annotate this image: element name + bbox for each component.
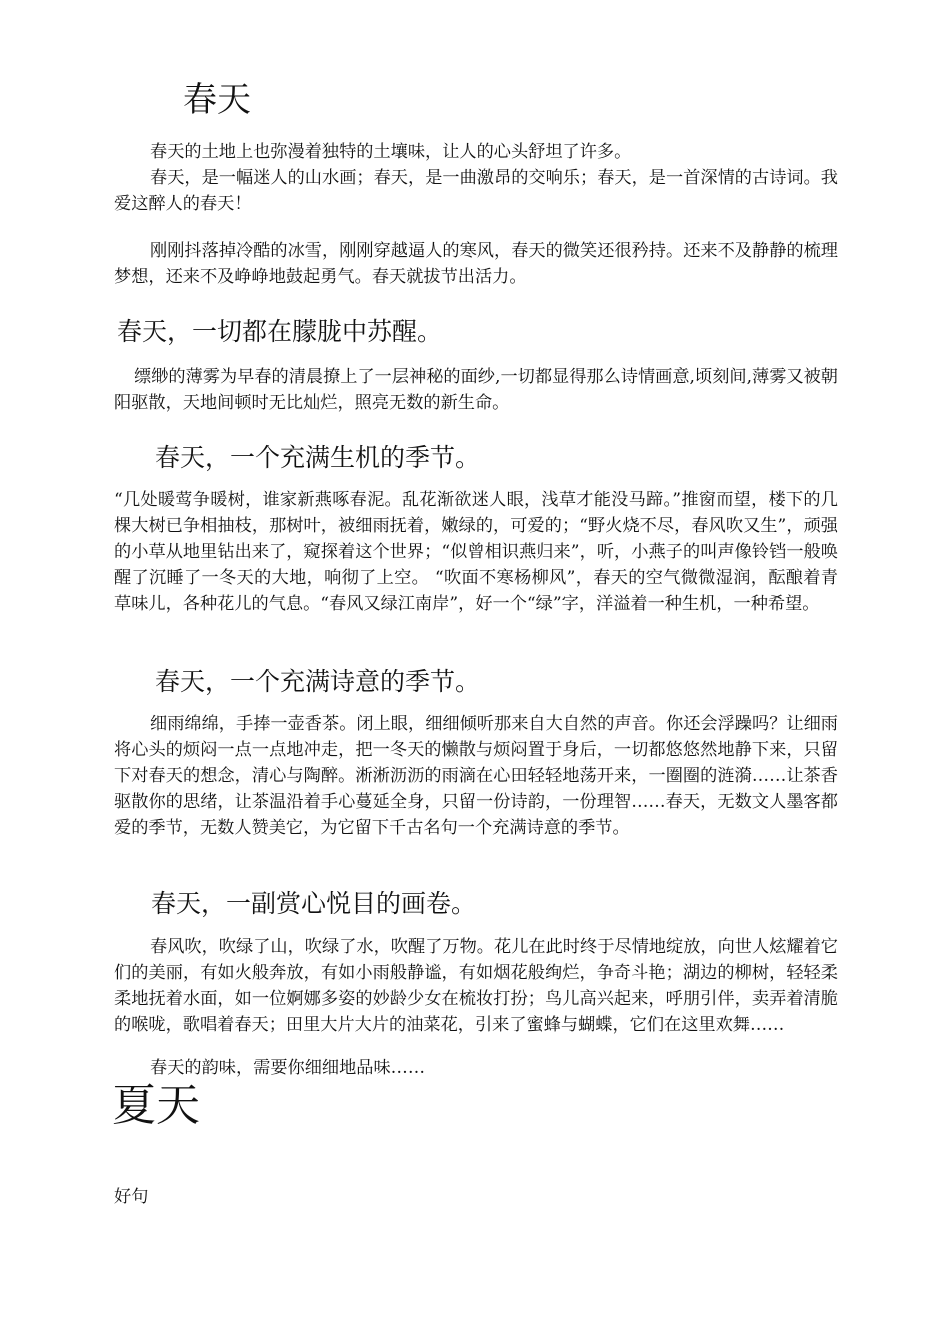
spring-intro-paragraph-1: 春天的土地上也弥漫着独特的土壤味，让人的心头舒坦了许多。 <box>150 142 632 162</box>
spring-intro-paragraph-2: 春天，是一幅迷人的山水画；春天，是一曲激昂的交响乐；春天，是一首深情的古诗词。我爱这醉人的春天！ <box>114 168 838 214</box>
section-heading-poetic: 春天，一个充满诗意的季节。 <box>155 667 481 696</box>
spring-intro-paragraph-3: 刚刚抖落掉冷酷的冰雪，刚刚穿越逼人的寒风，春天的微笑还很矜持。还来不及静静的梳理梦想，还来不及峥峥地鼓起勇气。春天就拔节出活力。 <box>114 241 838 287</box>
summer-note: 好句 <box>114 1187 149 1207</box>
section-heading-awakening: 春天，一切都在朦胧中苏醒。 <box>117 317 443 346</box>
section-paragraph-awakening: 缥缈的薄雾为早春的清晨撩上了一层神秘的面纱,一切都显得那么诗情画意,顷刻间,薄雾又被朝阳驱散，天地间顿时无比灿烂，照亮无数的新生命。 <box>114 367 838 413</box>
section-paragraph-scroll: 春风吹，吹绿了山，吹绿了水，吹醒了万物。花儿在此时终于尽情地绽放，向世人炫耀着它们的美丽，有如火般奔放，有如小雨般静谧，有如烟花般绚烂，争奇斗艳；湖边的柳树，轻轻柔柔地抚着水面，如一位婀娜多姿的妙龄少女在梳妆打扮；鸟儿高兴起来，呼朋引伴，卖弄着清脆的喉咙，歌唱着春天；田里大片大片的油菜花，引来了蜜蜂与蝴蝶，它们在这里欢舞…… <box>114 937 838 1035</box>
section-paragraph-poetic: 细雨绵绵，手捧一壶香茶。闭上眼，细细倾听那来自大自然的声音。你还会浮躁吗？让细雨将心头的烦闷一点一点地冲走，把一冬天的懒散与烦闷置于身后，一切都悠悠然地静下来，只留下对春天的想念，清心与陶醉。淅淅沥沥的雨滴在心田轻轻地荡开来，一圈圈的涟漪……让茶香驱散你的思绪，让茶温沿着手心蔓延全身，只留一份诗韵，一份理智……春天，无数文人墨客都爱的季节，无数人赞美它，为它留下千古名句一个充满诗意的季节。 <box>114 714 838 838</box>
spring-title: 春天 <box>183 80 251 120</box>
section-paragraph-closing: 春天的韵味，需要你细细地品味…… <box>150 1058 426 1078</box>
section-heading-vitality: 春天，一个充满生机的季节。 <box>155 443 481 472</box>
section-paragraph-vitality: “几处暖莺争暖树，谁家新燕啄春泥。乱花渐欲迷人眼，浅草才能没马蹄。”推窗而望，楼下的几棵大树已争相抽枝，那树叶，被细雨抚着，嫩绿的，可爱的；“野火烧不尽，春风吹又生”，顽强的小草从地里钻出来了，窥探着这个世界；“似曾相识燕归来”，听，小燕子的叫声像铃铛一般唤醒了沉睡了一冬天的大地，响彻了上空。 “吹面不寒杨柳风”，春天的空气微微湿润，酝酿着青草味儿，各种花儿的气息。“春风又绿江南岸”，好一个“绿”字，洋溢着一种生机，一种希望。 <box>114 490 838 614</box>
summer-title: 夏天 <box>112 1080 200 1131</box>
section-heading-scroll: 春天，一副赏心悦目的画卷。 <box>151 889 477 918</box>
